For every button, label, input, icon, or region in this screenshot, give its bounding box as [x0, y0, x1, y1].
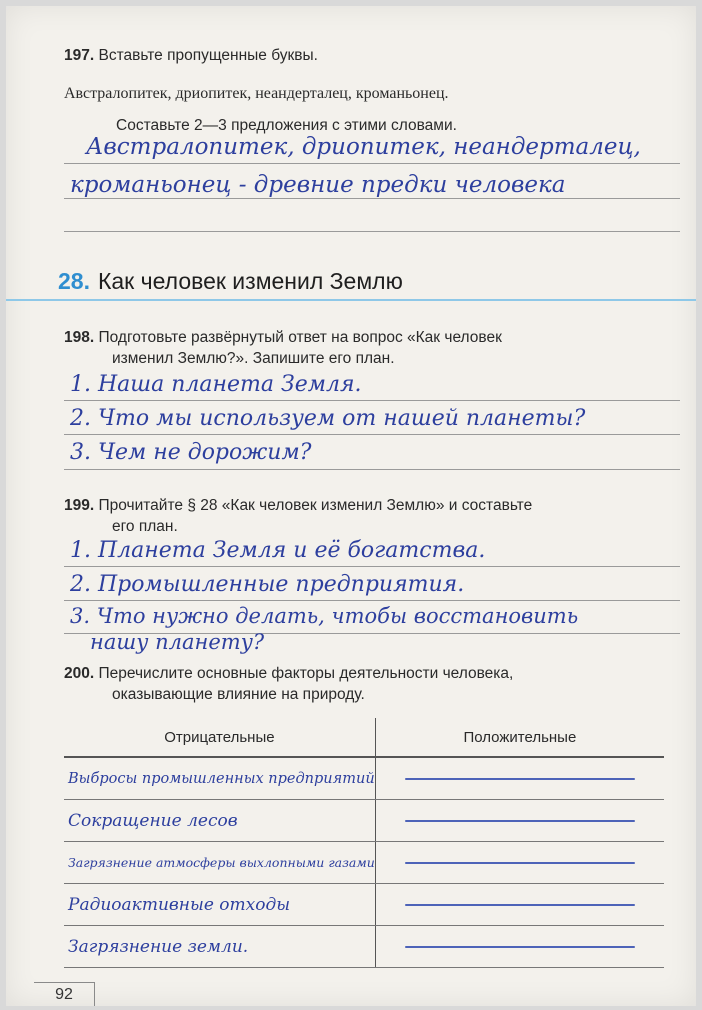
workbook-page: [6, 6, 696, 1006]
negative-factor: Радиоактивные отходы: [68, 894, 291, 915]
chapter-title: Как человек изменил Землю: [97, 268, 403, 294]
task-200-text-1: Перечислите основные факторы деятельности человека,: [98, 665, 514, 682]
empty-dash: [405, 862, 635, 864]
table-row: [64, 842, 664, 884]
task-199-prompt: [64, 496, 532, 516]
empty-dash: [405, 778, 635, 780]
empty-dash: [405, 946, 635, 948]
answer-line: [64, 400, 680, 401]
empty-dash: [405, 904, 635, 906]
column-header-positive: Положительные: [375, 718, 664, 757]
column-header-negative: Отрицательные: [64, 718, 375, 757]
task-197-answer-line-1: Австралопитек, дриопитек, неандерталец,: [86, 134, 641, 160]
task-199-text-1: Прочитайте § 28 «Как человек изменил Землю» и составьте: [98, 497, 533, 514]
task-197-instruction: Составьте 2—3 предложения с этими словами.: [116, 117, 457, 134]
task-199-number: 199.: [64, 497, 95, 514]
page-number: 92: [34, 982, 95, 1006]
table-row: [64, 757, 664, 800]
task-199-answer-2: 2. Промышленные предприятия.: [70, 572, 465, 597]
task-200-prompt: [64, 664, 513, 684]
factors-table: [64, 718, 664, 968]
task-199-answer-4: нашу планету?: [90, 630, 265, 654]
task-198-text-2: изменил Землю?». Запишите его план.: [112, 350, 395, 367]
answer-line: [64, 198, 680, 199]
task-197-answer-line-2: кроманьонец - древние предки человека: [70, 172, 566, 198]
task-197-number: 197.: [64, 47, 95, 64]
task-198-text-1: Подготовьте развёрнутый ответ на вопрос «Как человек: [98, 329, 502, 346]
chapter-heading: [58, 268, 403, 295]
task-197-words: Австралопитек, дриопитек, неандерталец, кроманьонец.: [64, 85, 449, 102]
task-199-text-2: его план.: [112, 518, 178, 535]
task-198-answer-2: 2. Что мы используем от нашей планеты?: [70, 406, 586, 431]
task-198-answer-3: 3. Чем не дорожим?: [70, 440, 312, 465]
empty-dash: [405, 820, 635, 822]
answer-line: [64, 566, 680, 567]
table-row: [64, 884, 664, 926]
negative-factor: Сокращение лесов: [68, 810, 238, 831]
task-198-prompt: [64, 328, 502, 348]
table-row: [64, 926, 664, 968]
chapter-divider: [6, 299, 696, 301]
negative-factor: Загрязнение атмосферы выхлопными газами: [68, 855, 375, 870]
task-198-answer-1: 1. Наша планета Земля.: [70, 372, 362, 397]
table-row: [64, 800, 664, 842]
task-200-number: 200.: [64, 665, 95, 682]
task-200-text-2: оказывающие влияние на природу.: [112, 686, 365, 703]
answer-line: [64, 231, 680, 232]
chapter-number: 28.: [58, 268, 90, 294]
answer-line: [64, 469, 680, 470]
answer-line: [64, 434, 680, 435]
task-197-text: Вставьте пропущенные буквы.: [98, 47, 318, 64]
negative-factor: Выбросы промышленных предприятий: [68, 771, 375, 787]
task-197-prompt: [64, 46, 318, 66]
task-199-answer-1: 1. Планета Земля и её богатства.: [70, 538, 486, 563]
task-198-number: 198.: [64, 329, 95, 346]
answer-line: [64, 600, 680, 601]
task-199-answer-3: 3. Что нужно делать, чтобы восстановить: [70, 604, 579, 628]
negative-factor: Загрязнение земли.: [68, 936, 249, 957]
answer-line: [64, 163, 680, 164]
